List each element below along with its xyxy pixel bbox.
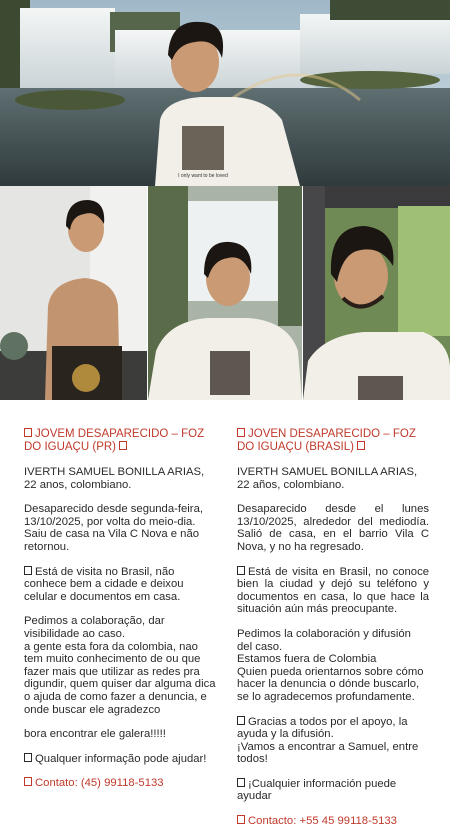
any-info-es: ¡Cualquier información puede ayudar bbox=[237, 777, 397, 803]
photo-profile-window bbox=[303, 186, 450, 400]
missing-details-pt: Desaparecido desde segunda-feira, 13/10/2025, por volta do meio-dia. Saiu de casa na Vila C Nova e não retornou. bbox=[24, 503, 203, 553]
square-icon bbox=[24, 777, 32, 786]
any-info-pt: Qualquer informação pode ajudar! bbox=[24, 753, 216, 766]
thanks-es: Gracias a todos por el apoyo, la ayuda y la difusión. ¡Vamos a encontrar a Samuel, entre todos! bbox=[237, 715, 419, 766]
name-line-es: IVERTH SAMUEL BONILLA ARIAS, 22 años, colombiano. bbox=[237, 466, 418, 491]
closing-pt: bora encontrar ele galera!!!!! bbox=[24, 728, 166, 741]
square-icon bbox=[24, 753, 32, 762]
notice-heading-es: JOVEN DESAPARECIDO – FOZ DO IGUAÇU (BRASIL) bbox=[237, 428, 416, 453]
photo-falls-portrait bbox=[148, 186, 302, 400]
square-icon bbox=[357, 441, 365, 450]
contact-pt: Contato: (45) 99118-5133 bbox=[24, 777, 216, 790]
square-icon bbox=[24, 428, 32, 437]
visiting-details-es: Está de visita en Brasil, no conoce bien la ciudad y dejó su teléfono y documentos en casa, lo que hace la situación aún más preocupante. bbox=[237, 565, 429, 616]
portuguese-notice bbox=[24, 428, 216, 802]
square-icon bbox=[237, 716, 245, 725]
shirt-print-text: I only want to be loved bbox=[178, 173, 228, 179]
square-icon bbox=[237, 566, 245, 575]
square-icon bbox=[24, 566, 32, 575]
visiting-details-pt: Está de visita no Brasil, não conhece bem a cidade e deixou celular e documentos em casa. bbox=[24, 565, 184, 603]
square-icon bbox=[237, 815, 245, 824]
name-line-pt: IVERTH SAMUEL BONILLA ARIAS, 22 anos, colombiano. bbox=[24, 466, 205, 491]
missing-details-es: Desaparecido desde el lunes 13/10/2025, alrededor del mediodía. Salió de casa, en el barrio Vila C Nova, y no ha regresado. bbox=[237, 503, 429, 553]
notice-heading-pt: JOVEM DESAPARECIDO – FOZ DO IGUAÇU (PR) bbox=[24, 428, 205, 453]
spanish-notice bbox=[237, 428, 429, 840]
appeal-pt: Pedimos a colaboração, dar visibilidade ao caso. a gente esta fora da colombia, nao tem muito conhecimento de ou que fazer mais que utilizar as redes pra digundir, quem quiser dar alguma dica o ajuda de como fazer a denuncia, e onde buscar ele agradezco bbox=[24, 615, 216, 716]
square-icon bbox=[119, 441, 127, 450]
appeal-es: Pedimos la colaboración y difusión del caso. Estamos fuera de Colombia Quien pueda orientarnos sobre cómo hacer la denuncia o dónde buscarlo, se lo agradecemos profundamente. bbox=[237, 627, 424, 703]
photo-balcony bbox=[0, 186, 147, 400]
contact-es: Contacto: +55 45 99118-5133 bbox=[237, 815, 429, 828]
square-icon bbox=[237, 428, 245, 437]
square-icon bbox=[237, 778, 245, 787]
hero-photo-waterfall bbox=[0, 0, 450, 186]
